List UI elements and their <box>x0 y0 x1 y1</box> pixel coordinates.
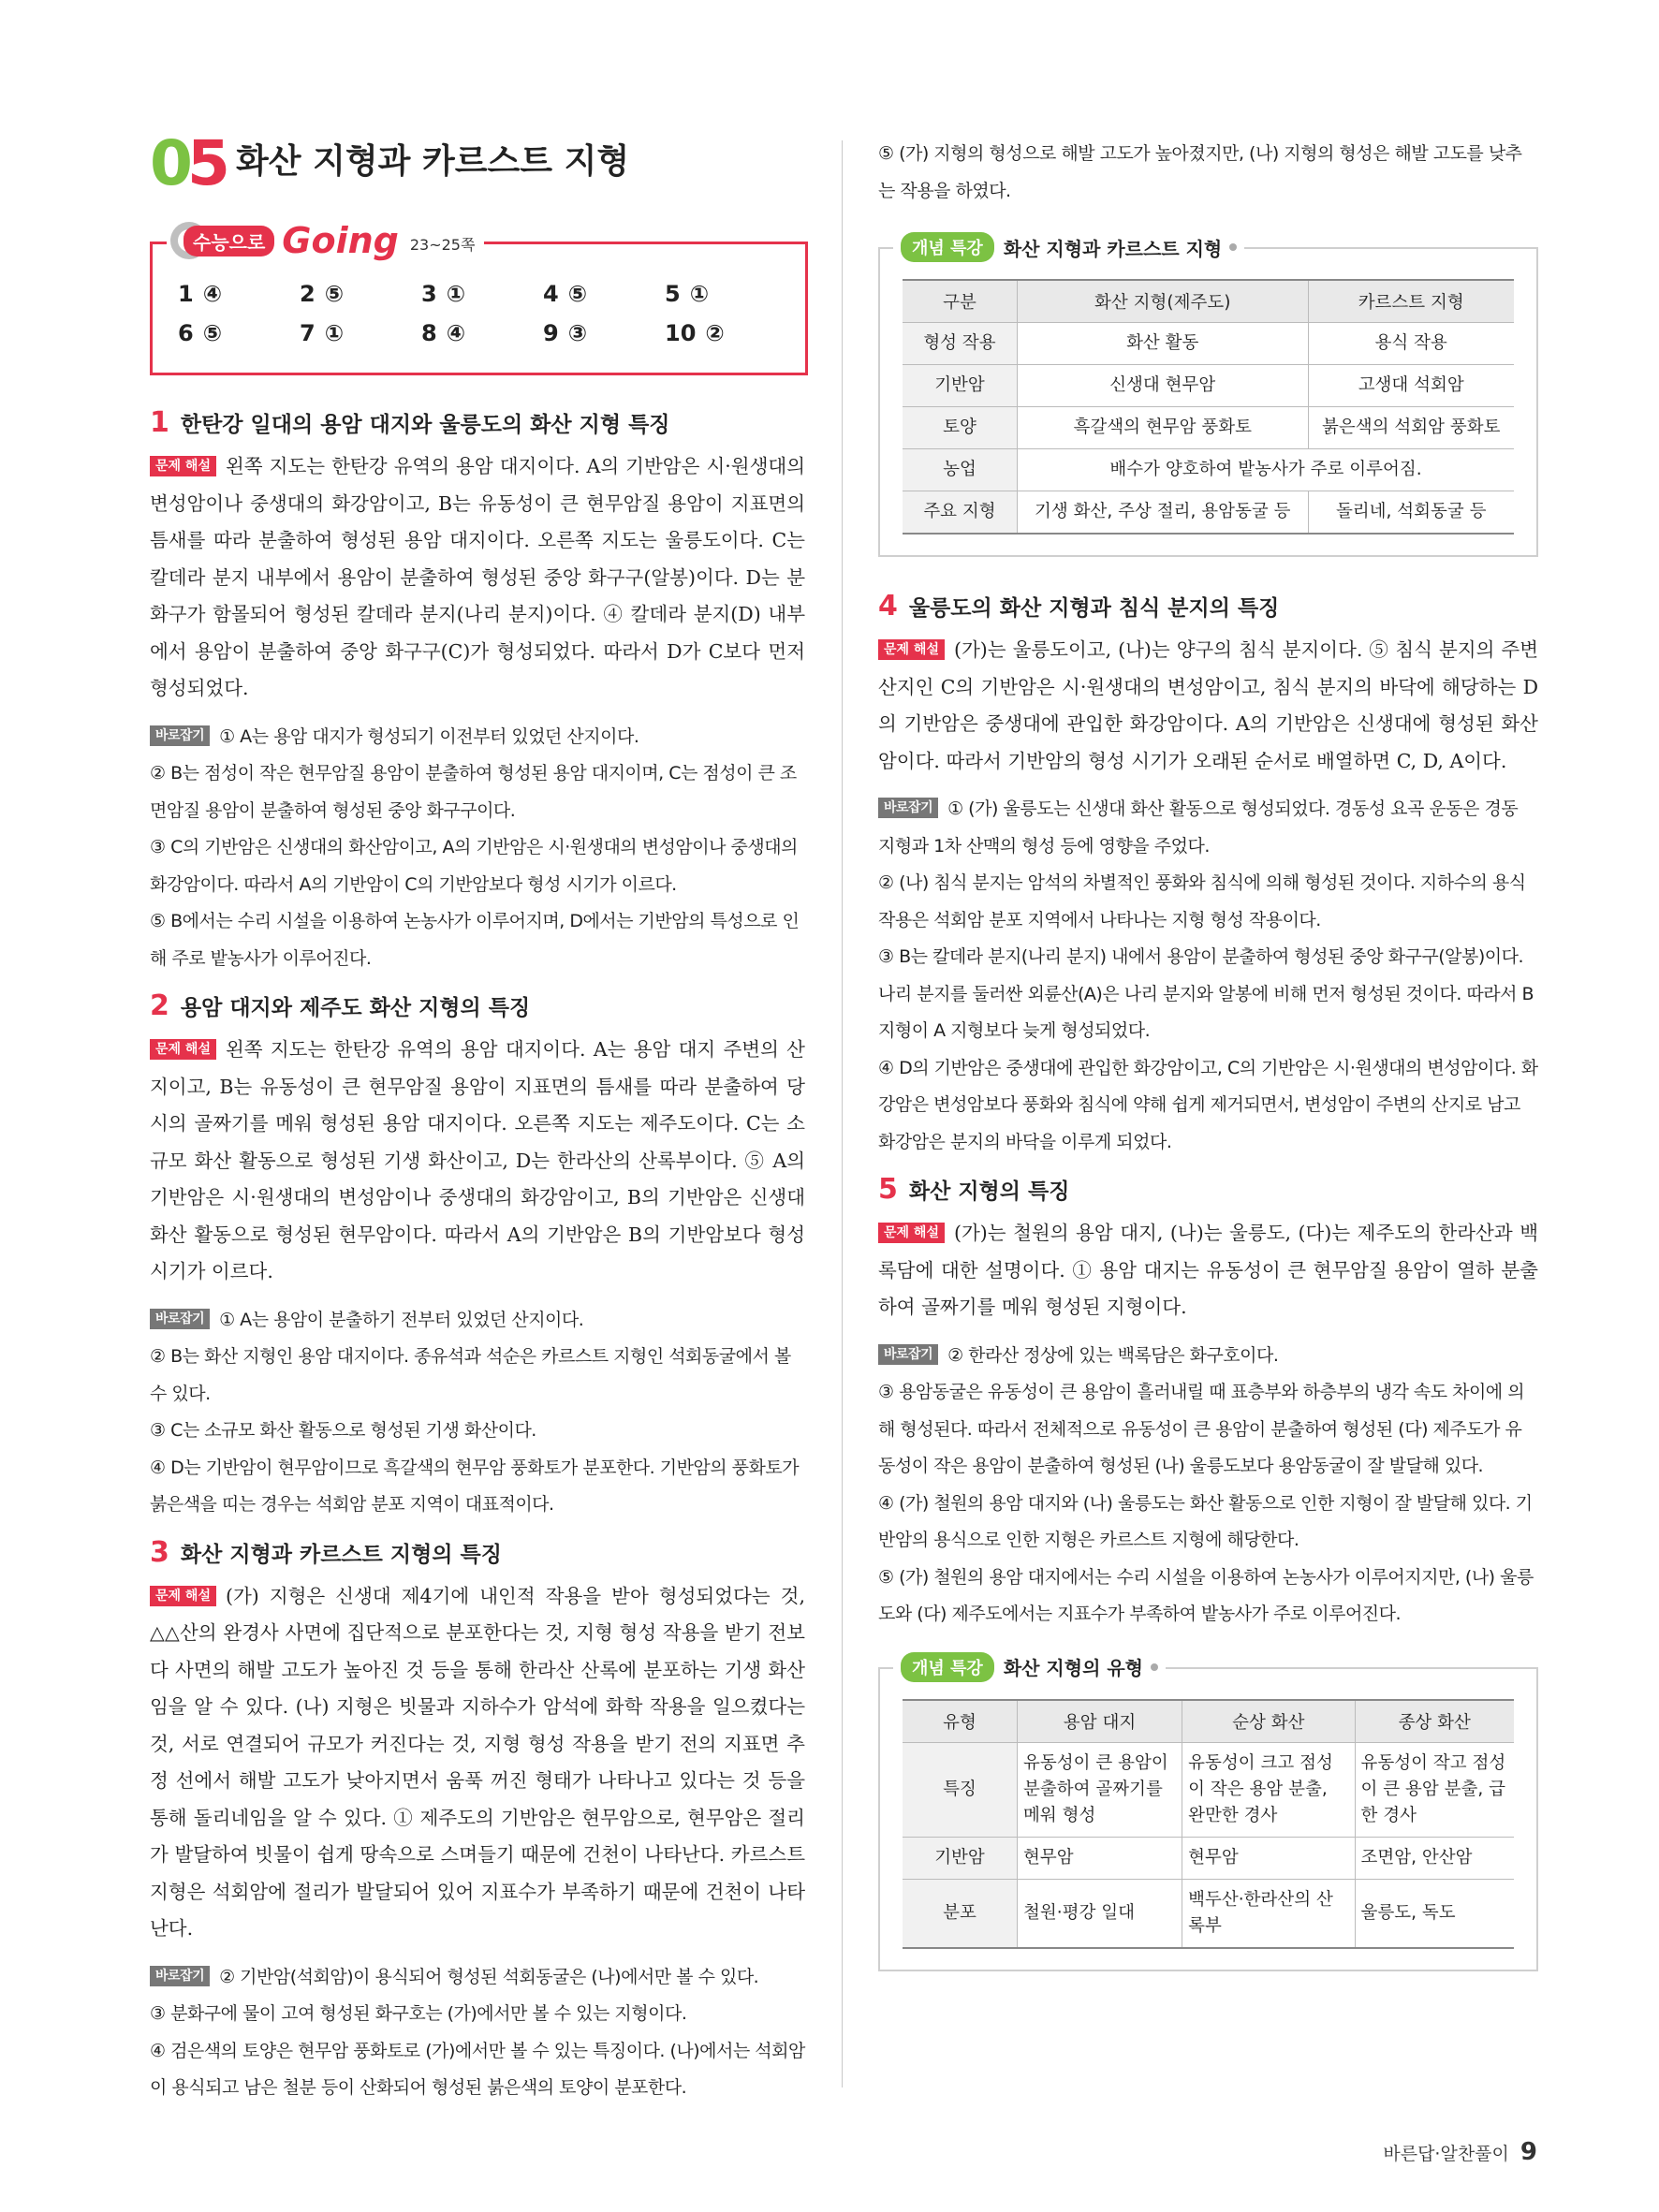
section-2 <box>150 990 805 1524</box>
table-header: 용암 대지 <box>1018 1700 1182 1743</box>
concept-header <box>893 232 1244 262</box>
row-header: 농업 <box>903 449 1018 491</box>
answer-item <box>178 281 300 307</box>
table-header: 구분 <box>903 280 1018 323</box>
concept-pill: 개념 특강 <box>901 232 994 262</box>
table-header: 종상 화산 <box>1355 1700 1514 1743</box>
answer-number: 8 <box>421 320 437 346</box>
wrong-tag: 바로잡기 <box>150 1309 210 1329</box>
table-cell: 현무암 <box>1182 1837 1355 1879</box>
table-row <box>903 1742 1514 1837</box>
table-header-row <box>903 1700 1514 1743</box>
table-header: 유형 <box>903 1700 1018 1743</box>
answer-choice: ① <box>324 320 345 346</box>
explain-tag: 문제 해설 <box>878 639 945 660</box>
table-cell: 용식 작용 <box>1308 323 1514 365</box>
concept-box-2 <box>878 1657 1538 1971</box>
going-pages: 23~25쪽 <box>409 235 476 254</box>
table-cell: 붉은색의 석회암 풍화토 <box>1308 407 1514 449</box>
explain-tag: 문제 해설 <box>150 1586 216 1606</box>
note: ② (나) 침식 분지는 암석의 차별적인 풍화와 침식에 의해 형성된 것이다. 지하수의 용식 작용은 석회암 분포 지역에서 나타나는 지형 형성 작용이다. <box>878 872 1526 930</box>
wrong-tag: 바로잡기 <box>878 1344 938 1365</box>
table-cell: 신생대 현무암 <box>1018 365 1309 407</box>
answer-number: 2 <box>300 281 316 307</box>
table-cell: 현무암 <box>1018 1837 1182 1879</box>
explain-tag: 문제 해설 <box>878 1223 945 1243</box>
table-cell: 조면암, 안산암 <box>1355 1837 1514 1879</box>
answer-item <box>421 281 543 307</box>
table-row <box>903 449 1514 491</box>
wrong-tag: 바로잡기 <box>150 1966 210 1986</box>
answer-number: 7 <box>300 320 316 346</box>
table-header: 화산 지형(제주도) <box>1018 280 1309 323</box>
explanation: 문제 해설 왼쪽 지도는 한탄강 유역의 용암 대지이다. A는 용암 대지 주변의 산지이고, B는 유동성이 큰 현무암질 용암이 지표면의 틈새를 따라 분출하여 당시의 골짜기를 메워 형성된 용암 대지이다. 오른쪽 지도는 제주도이다. C는 소규모 화산 활동으로 형성된 기생 화산이고, D는 한라산의 산록부이다. ⑤ A의 기반암은 시·원생대의 변성암이나 중생대의 화강암이고, B의 기반암은 신생대 화산 활동으로 형성된 현무암이다. 따라서 A의 기반암은 B의 기반암보다 형성 시기가 이르다. <box>150 1038 805 1282</box>
table-cell: 울릉도, 독도 <box>1355 1879 1514 1948</box>
answer-choice: ⑤ <box>202 320 223 346</box>
note: ③ C의 기반암은 신생대의 화산암이고, A의 기반암은 시·원생대의 변성암이나 중생대의 화강암이다. 따라서 A의 기반암이 C의 기반암보다 형성 시기가 이르다. <box>150 837 798 895</box>
table-row <box>903 323 1514 365</box>
bullet-icon <box>1151 1663 1158 1671</box>
page-footer <box>1383 2138 1537 2166</box>
concept-header <box>893 1652 1166 1682</box>
note: ④ D의 기반암은 중생대에 관입한 화강암이고, C의 기반암은 시·원생대의 변성암이다. 화강암은 변성암보다 풍화와 침식에 약해 쉽게 제거되면서, 변성암이 주변의 산지로 남고 화강암은 분지의 바닥을 이루게 되었다. <box>878 1057 1538 1152</box>
column-divider <box>842 140 843 2087</box>
note: ③ B는 칼데라 분지(나리 분지) 내에서 용암이 분출하여 형성된 중앙 화구구(알봉)이다. 나리 분지를 둘러싼 외륜산(A)은 나리 분지와 알봉에 비해 먼저 형성된 것이다. 따라서 B 지형이 A 지형보다 늦게 형성되었다. <box>878 946 1534 1041</box>
table-cell: 백두산·한라산의 산록부 <box>1182 1879 1355 1948</box>
answer-item <box>300 320 421 346</box>
table-cell: 유동성이 큰 용암이 분출하여 골짜기를 메워 형성 <box>1018 1742 1182 1837</box>
note: 바로잡기 ① (가) 울릉도는 신생대 화산 활동으로 형성되었다. 경동성 요곡 운동은 경동 지형과 1차 산맥의 형성 등에 영향을 주었다. <box>878 798 1519 857</box>
wrong-tag: 바로잡기 <box>878 798 938 818</box>
row-header: 토양 <box>903 407 1018 449</box>
row-header: 주요 지형 <box>903 491 1018 535</box>
table-cell: 배수가 양호하여 밭농사가 주로 이루어짐. <box>1018 449 1515 491</box>
going-label <box>167 217 484 264</box>
answer-grid <box>178 281 786 346</box>
page-number: 9 <box>1520 2138 1537 2166</box>
section-title: 3 화산 지형과 카르스트 지형의 특징 <box>150 1535 502 1569</box>
table-header: 카르스트 지형 <box>1308 280 1514 323</box>
bullet-icon <box>1229 243 1237 251</box>
book-name: 바른답·알찬풀이 <box>1383 2144 1509 2164</box>
table-header: 순상 화산 <box>1182 1700 1355 1743</box>
chapter-number: 05 <box>150 127 225 199</box>
note: ④ (가) 철원의 용암 대지와 (나) 울릉도는 화산 활동으로 인한 지형이 잘 발달해 있다. 기반암의 용식으로 인한 지형은 카르스트 지형에 해당한다. <box>878 1492 1533 1550</box>
note: ⑤ (가) 철원의 용암 대지에서는 수리 시설을 이용하여 논농사가 이루어지지만, (나) 울릉도와 (다) 제주도에서는 지표수가 부족하여 밭농사가 주로 이루어진다. <box>878 1566 1534 1624</box>
answer-number: 4 <box>543 281 559 307</box>
answer-item <box>300 281 421 307</box>
going-word: Going <box>282 220 399 261</box>
answer-choice: ③ <box>567 320 588 346</box>
table-row <box>903 491 1514 535</box>
note: ③ 용암동굴은 유동성이 큰 용암이 흘러내릴 때 표층부와 하층부의 냉각 속도 차이에 의해 형성된다. 따라서 전체적으로 유동성이 큰 용암이 분출하여 형성된 (다) 제주도가 유동성이 작은 용암이 분출하여 형성된 (나) 울릉도보다 용암동굴이 잘 발달해 있다. <box>878 1382 1525 1476</box>
note: ⑤ B에서는 수리 시설을 이용하여 논농사가 이루어지며, D에서는 기반암의 특성으로 인해 주로 밭농사가 이루어진다. <box>150 911 800 969</box>
table-row <box>903 1879 1514 1948</box>
note: 바로잡기 ① A는 용암 대지가 형성되기 이전부터 있었던 산지이다. <box>150 719 805 756</box>
answer-item <box>665 320 786 346</box>
explanation: 문제 해설 (가) 지형은 신생대 제4기에 내인적 작용을 받아 형성되었다는 것, △△산의 완경사 사면에 집단적으로 분포한다는 것, 지형 형성 작용을 받기 전보다 사면의 해발 고도가 높아진 것 등을 통해 한라산 산록에 분포하는 기생 화산임을 알 수 있다. (나) 지형은 빗물과 지하수가 암석에 화학 작용을 일으켰다는 것, 서로 연결되어 규모가 커진다는 것, 지형 형성 작용을 받기 전의 지표면 추정 선에서 해발 고도가 낮아지면서 움푹 꺼진 형태가 나타나고 있다는 것 등을 통해 돌리네임을 알 수 있다. ① 제주도의 기반암은 현무암으로, 현무암은 절리가 발달하여 빗물이 쉽게 땅속으로 스며들기 때문에 건천이 나타난다. 카르스트 지형은 석회암에 절리가 발달되어 있어 지표수가 부족하기 때문에 건천이 나타난다. <box>150 1584 805 1940</box>
section-title: 4 울릉도의 화산 지형과 침식 분지의 특징 <box>878 590 1280 623</box>
table-cell: 철원·평강 일대 <box>1018 1879 1182 1948</box>
note: ② B는 점성이 작은 현무암질 용암이 분출하여 형성된 용암 대지이며, C는 점성이 큰 조면암질 용암이 분출하여 형성된 중앙 화구구이다. <box>150 763 797 821</box>
row-header: 형성 작용 <box>903 323 1018 365</box>
left-column <box>150 407 805 2107</box>
note: 바로잡기 ① A는 용암이 분출하기 전부터 있었던 산지이다. <box>150 1302 805 1340</box>
concept-box-1 <box>878 237 1538 557</box>
answer-choice: ① <box>446 281 466 307</box>
answer-item <box>178 320 300 346</box>
explanation: 문제 해설 (가)는 철원의 용암 대지, (나)는 울릉도, (다)는 제주도의 한라산과 백록담에 대한 설명이다. ① 용암 대지는 유동성이 큰 현무암질 용암이 열하 분출하여 골짜기를 메워 형성된 지형이다. <box>878 1222 1538 1318</box>
table-cell: 흑갈색의 현무암 풍화토 <box>1018 407 1309 449</box>
table-cell: 기생 화산, 주상 절리, 용암동굴 등 <box>1018 491 1309 535</box>
going-pill: 수능으로 <box>184 226 274 256</box>
answer-number: 9 <box>543 320 559 346</box>
explain-tag: 문제 해설 <box>150 1039 216 1060</box>
answer-number: 10 <box>665 320 697 346</box>
answer-choice: ⑤ <box>567 281 588 307</box>
chapter-title: 화산 지형과 카르스트 지형 <box>236 142 630 181</box>
table-row <box>903 365 1514 407</box>
row-header: 분포 <box>903 1879 1018 1948</box>
table-cell: 고생대 석회암 <box>1308 365 1514 407</box>
section-3 <box>150 1537 805 2107</box>
explain-tag: 문제 해설 <box>150 456 216 476</box>
table-cell: 돌리네, 석회동굴 등 <box>1308 491 1514 535</box>
note: ④ 검은색의 토양은 현무암 풍화토로 (가)에서만 볼 수 있는 특징이다. (나)에서는 석회암이 용식되고 남은 철분 등이 산화되어 형성된 붉은색의 토양이 분포한다. <box>150 2040 805 2098</box>
right-column <box>878 136 1538 1971</box>
answer-choice: ① <box>689 281 710 307</box>
table-row <box>903 1837 1514 1879</box>
answer-choice: ② <box>705 320 725 346</box>
concept-title: 화산 지형과 카르스트 지형 <box>1003 237 1223 260</box>
answer-item <box>543 281 665 307</box>
concept-title: 화산 지형의 유형 <box>1003 1657 1143 1679</box>
section-4 <box>878 591 1538 1161</box>
concept-table-2 <box>903 1699 1514 1949</box>
row-header: 기반암 <box>903 1837 1018 1879</box>
answer-number: 6 <box>178 320 194 346</box>
wrong-tag: 바로잡기 <box>150 725 210 746</box>
note: 바로잡기 ② 기반암(석회암)이 용식되어 형성된 석회동굴은 (나)에서만 볼 수 있다. <box>150 1959 805 1997</box>
answer-item <box>421 320 543 346</box>
section-1 <box>150 407 805 977</box>
answer-choice: ④ <box>446 320 466 346</box>
table-cell: 화산 활동 <box>1018 323 1309 365</box>
note: ③ 분화구에 물이 고여 형성된 화구호는 (가)에서만 볼 수 있는 지형이다. <box>150 2003 687 2024</box>
table-cell: 유동성이 크고 점성이 작은 용암 분출, 완만한 경사 <box>1182 1742 1355 1837</box>
section-title: 5 화산 지형의 특징 <box>878 1173 1070 1206</box>
answer-number: 5 <box>665 281 681 307</box>
answer-number: 3 <box>421 281 437 307</box>
concept-pill: 개념 특강 <box>901 1652 994 1682</box>
concept-table-1 <box>903 279 1514 535</box>
section-title: 1 한탄강 일대의 용암 대지와 울릉도의 화산 지형 특징 <box>150 406 670 439</box>
row-header: 기반암 <box>903 365 1018 407</box>
table-row <box>903 407 1514 449</box>
note: 바로잡기 ② 한라산 정상에 있는 백록담은 화구호이다. <box>878 1338 1538 1375</box>
note: ④ D는 기반암이 현무암이므로 흑갈색의 현무암 풍화토가 분포한다. 기반암의 풍화토가 붉은색을 띠는 경우는 석회암 분포 지역이 대표적이다. <box>150 1457 800 1515</box>
table-cell: 유동성이 작고 점성이 큰 용암 분출, 급한 경사 <box>1355 1742 1514 1837</box>
section-5 <box>878 1174 1538 1633</box>
answer-item <box>665 281 786 307</box>
answer-choice: ⑤ <box>324 281 345 307</box>
note: ⑤ (가) 지형의 형성으로 해발 고도가 높아졌지만, (나) 지형의 형성은 해발 고도를 낮추는 작용을 하였다. <box>878 143 1522 201</box>
section-title: 2 용암 대지와 제주도 화산 지형의 특징 <box>150 989 531 1022</box>
row-header: 특징 <box>903 1742 1018 1837</box>
answer-number: 1 <box>178 281 194 307</box>
explanation: 문제 해설 (가)는 울릉도이고, (나)는 양구의 침식 분지이다. ⑤ 침식 분지의 주변 산지인 C의 기반암은 시·원생대의 변성암이고, 침식 분지의 바닥에 해당하는 D의 기반암은 중생대에 관입한 화강암이다. A의 기반암은 신생대에 형성된 화산암이다. 따라서 기반암의 형성 시기가 오래된 순서로 배열하면 C, D, A이다. <box>878 638 1538 772</box>
chapter-header <box>150 127 805 199</box>
note: ② B는 화산 지형인 용암 대지이다. 종유석과 석순은 카르스트 지형인 석회동굴에서 볼 수 있다. <box>150 1346 791 1404</box>
explanation: 문제 해설 왼쪽 지도는 한탄강 유역의 용암 대지이다. A의 기반암은 시·원생대의 변성암이나 중생대의 화강암이고, B는 유동성이 큰 현무암질 용암이 지표면의 틈새를 따라 분출하여 형성된 용암 대지이다. 오른쪽 지도는 울릉도이다. C는 칼데라 분지 내부에서 용암이 분출하여 형성된 중앙 화구구(알봉)이다. D는 분화구가 함몰되어 형성된 칼데라 분지(나리 분지)이다. ④ 칼데라 분지(D) 내부에서 용암이 분출하여 중앙 화구구(C)가 형성되었다. 따라서 D가 C보다 먼저 형성되었다. <box>150 455 805 699</box>
note: ③ C는 소규모 화산 활동으로 형성된 기생 화산이다. <box>150 1420 536 1441</box>
answer-choice: ④ <box>202 281 223 307</box>
answer-item <box>543 320 665 346</box>
table-header-row <box>903 280 1514 323</box>
